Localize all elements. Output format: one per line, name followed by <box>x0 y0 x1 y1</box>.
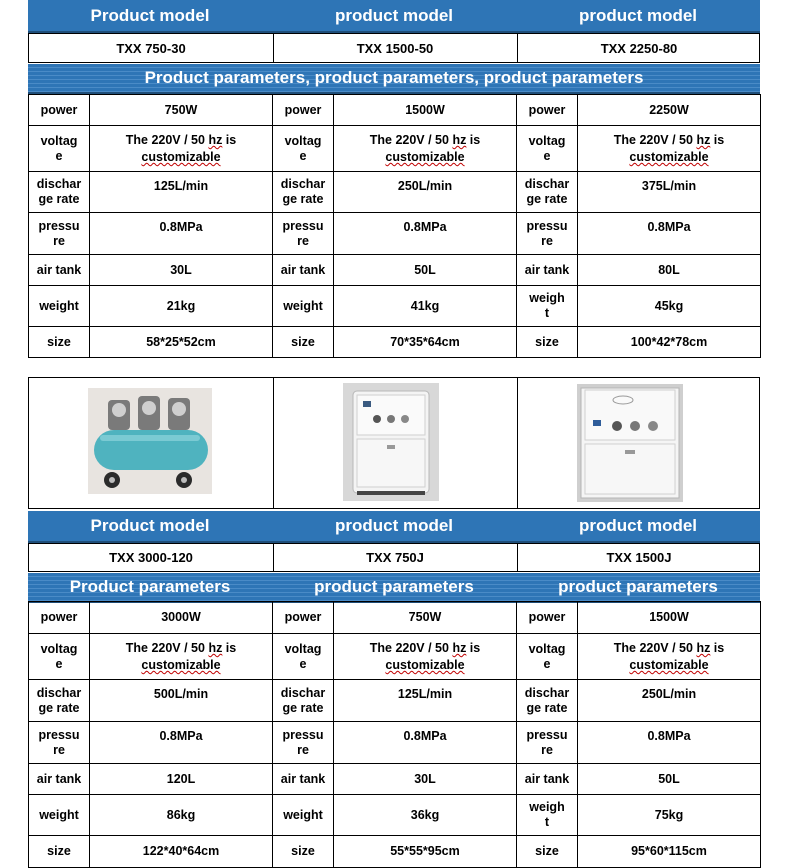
value-size: 100*42*78cm <box>578 327 761 358</box>
label-power: power <box>517 602 578 634</box>
product-photos-row <box>28 377 760 509</box>
value-voltage: The 220V / 50 hz is customizable <box>578 126 761 172</box>
label-weight: weight <box>29 286 90 327</box>
value-discharge: 250L/min <box>578 680 761 722</box>
value-size: 70*35*64cm <box>334 327 517 358</box>
label-air-tank: air tank <box>29 255 90 286</box>
value-discharge: 125L/min <box>334 680 517 722</box>
value-air-tank: 50L <box>334 255 517 286</box>
label-size: size <box>273 836 334 868</box>
label-discharge: dischar ge rate <box>29 172 90 213</box>
params-header-row-2 <box>28 573 760 603</box>
params-header: Product parameters, product parameters, product parameters <box>144 68 644 87</box>
value-pressure: 0.8MPa <box>334 722 517 764</box>
label-weight: weigh t <box>517 795 578 836</box>
label-air-tank: air tank <box>273 764 334 795</box>
value-discharge: 375L/min <box>578 172 761 213</box>
white-cabinet-compressor-photo <box>343 383 439 501</box>
label-power: power <box>273 95 334 126</box>
value-power: 750W <box>334 602 517 634</box>
params-header-5: product parameters <box>314 577 474 596</box>
value-weight: 75kg <box>578 795 761 836</box>
value-discharge: 250L/min <box>334 172 517 213</box>
value-discharge: 500L/min <box>90 680 273 722</box>
params-table-1 <box>28 94 761 358</box>
model-name-row <box>28 33 760 63</box>
label-voltage: voltag e <box>517 634 578 680</box>
value-voltage: The 220V / 50 hz is customizable <box>334 126 517 172</box>
value-power: 1500W <box>578 602 761 634</box>
label-size: size <box>29 836 90 868</box>
value-pressure: 0.8MPa <box>578 213 761 255</box>
label-pressure: pressu re <box>273 722 334 764</box>
label-size: size <box>273 327 334 358</box>
model-name-3: TXX 2250-80 <box>600 40 678 56</box>
value-air-tank: 50L <box>578 764 761 795</box>
value-pressure: 0.8MPa <box>90 722 273 764</box>
label-pressure: pressu re <box>29 213 90 255</box>
value-power: 750W <box>90 95 273 126</box>
label-power: power <box>273 602 334 634</box>
value-voltage: The 220V / 50 hz is customizable <box>334 634 517 680</box>
label-pressure: pressu re <box>517 722 578 764</box>
value-air-tank: 30L <box>334 764 517 795</box>
label-size: size <box>517 327 578 358</box>
label-voltage: voltag e <box>29 126 90 172</box>
value-air-tank: 30L <box>90 255 273 286</box>
value-weight: 36kg <box>334 795 517 836</box>
label-voltage: voltag e <box>273 126 334 172</box>
label-discharge: dischar ge rate <box>29 680 90 722</box>
value-weight: 86kg <box>90 795 273 836</box>
label-pressure: pressu re <box>273 213 334 255</box>
value-size: 55*55*95cm <box>334 836 517 868</box>
label-air-tank: air tank <box>517 255 578 286</box>
model-name-1: TXX 750-30 <box>116 40 186 56</box>
model-header-2: product model <box>334 5 454 25</box>
value-size: 95*60*115cm <box>578 836 761 868</box>
label-air-tank: air tank <box>273 255 334 286</box>
value-air-tank: 120L <box>90 764 273 795</box>
model-name-4: TXX 3000-120 <box>109 550 193 565</box>
label-air-tank: air tank <box>517 764 578 795</box>
label-power: power <box>517 95 578 126</box>
model-header-row <box>28 0 760 33</box>
label-power: power <box>29 602 90 634</box>
label-weight: weight <box>273 795 334 836</box>
label-weight: weigh t <box>517 286 578 327</box>
label-discharge: dischar ge rate <box>517 680 578 722</box>
white-cabinet-compressor-front-photo <box>577 384 683 502</box>
value-weight: 41kg <box>334 286 517 327</box>
label-discharge: dischar ge rate <box>273 680 334 722</box>
label-voltage: voltag e <box>29 634 90 680</box>
label-size: size <box>517 836 578 868</box>
value-power: 1500W <box>334 95 517 126</box>
value-size: 58*25*52cm <box>90 327 273 358</box>
model-header-5: product model <box>334 516 454 535</box>
label-weight: weight <box>29 795 90 836</box>
model-name-6: TXX 1500J <box>606 550 672 565</box>
model-name-5: TXX 750J <box>366 550 424 565</box>
label-weight: weight <box>273 286 334 327</box>
label-discharge: dischar ge rate <box>273 172 334 213</box>
label-voltage: voltag e <box>273 634 334 680</box>
model-header-row-2 <box>28 511 760 543</box>
value-pressure: 0.8MPa <box>578 722 761 764</box>
value-voltage: The 220V / 50 hz is customizable <box>578 634 761 680</box>
params-table-2 <box>28 601 761 868</box>
value-pressure: 0.8MPa <box>334 213 517 255</box>
value-air-tank: 80L <box>578 255 761 286</box>
params-header-row <box>28 64 760 94</box>
model-header-4: Product model <box>90 516 210 535</box>
label-pressure: pressu re <box>29 722 90 764</box>
value-size: 122*40*64cm <box>90 836 273 868</box>
params-header-4: Product parameters <box>69 577 231 596</box>
value-discharge: 125L/min <box>90 172 273 213</box>
params-header-6: product parameters <box>558 577 718 596</box>
value-voltage: The 220V / 50 hz is customizable <box>90 126 273 172</box>
model-header-3: product model <box>578 5 698 25</box>
model-header-6: product model <box>578 516 698 535</box>
value-pressure: 0.8MPa <box>90 213 273 255</box>
value-voltage: The 220V / 50 hz is customizable <box>90 634 273 680</box>
value-weight: 45kg <box>578 286 761 327</box>
label-pressure: pressu re <box>517 213 578 255</box>
label-voltage: voltag e <box>517 126 578 172</box>
value-power: 2250W <box>578 95 761 126</box>
value-weight: 21kg <box>90 286 273 327</box>
label-power: power <box>29 95 90 126</box>
label-size: size <box>29 327 90 358</box>
model-name-2: TXX 1500-50 <box>356 40 434 56</box>
label-air-tank: air tank <box>29 764 90 795</box>
model-name-row-2 <box>28 543 760 572</box>
value-power: 3000W <box>90 602 273 634</box>
blue-twin-tank-compressor-photo <box>88 388 212 494</box>
label-discharge: dischar ge rate <box>517 172 578 213</box>
model-header-1: Product model <box>90 5 210 25</box>
